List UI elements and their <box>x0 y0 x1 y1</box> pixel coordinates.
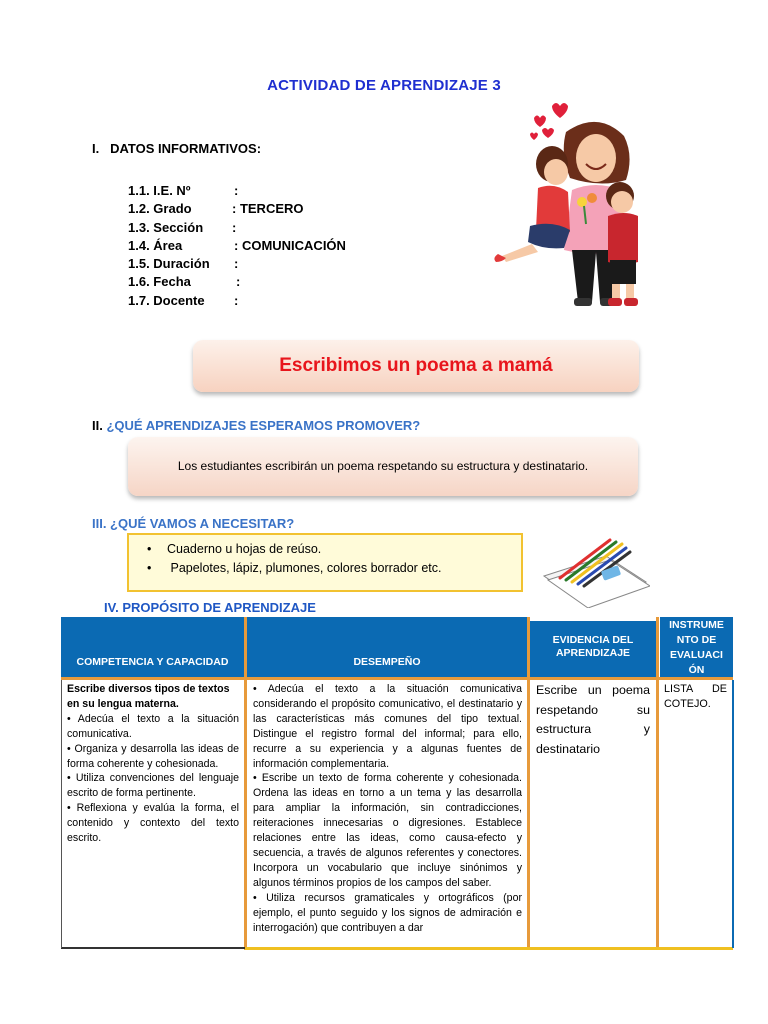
info-label: 1.7. Docente <box>128 292 205 308</box>
info-label: 1.3. Sección <box>128 219 204 235</box>
header-instrumento-line: ÓN <box>688 664 705 676</box>
header-desempeno: DESEMPEÑO <box>247 617 527 678</box>
table-column-divider <box>527 617 530 950</box>
section-datos-informativos <box>92 141 261 156</box>
info-value: : <box>234 256 239 272</box>
info-value: : <box>236 274 241 290</box>
header-instrumento-line: INSTRUME <box>669 619 724 631</box>
section-number: II. <box>92 418 103 433</box>
info-value: : <box>232 219 237 235</box>
table-column-divider <box>656 617 659 950</box>
session-title-banner: Escribimos un poema a mamá <box>193 340 639 392</box>
learning-purpose-box: Los estudiantes escribirán un poema respetando su estructura y destinatario. <box>128 437 638 496</box>
table-bottom-border <box>245 947 733 950</box>
info-value: : <box>234 292 239 308</box>
header-instrumento-line: NTO DE <box>676 634 717 646</box>
material-text: Papelotes, lápiz, plumones, colores borrador etc. <box>170 561 442 575</box>
table-bottom-border <box>61 947 245 949</box>
section-number: I. <box>92 141 100 156</box>
section-aprendizajes <box>92 418 420 433</box>
section-title: ¿QUÉ APRENDIZAJES ESPERAMOS PROMOVER? <box>106 418 421 433</box>
list-item <box>147 561 441 575</box>
desempeno-item: • Escribe un texto de forma coherente y cohesionada. Ordena las ideas en torno a un tema y las desarrolla para ampliar la información, sin contradicciones, reiteraciones innecesarias o digresiones. Establece relaciones entre las ideas, como causa-efecto y secuencia, a través de algunos referentes y conectores. Incorpora un vocabulario que incluye sinónimos y algunos términos propios de los campos del saber. <box>253 772 522 889</box>
competencia-title: Escribe diversos tipos de textos en su lengua materna. <box>67 683 230 710</box>
desempeno-item: • Adecúa el texto a la situación comunicativa considerando el propósito comunicativo, el destinatario y las características más comunes del tipo textual. Distingue el registro formal del informal; para ello, recurre a su experiencia y a algunas fuentes de información complementaria. <box>253 683 522 770</box>
info-label: 1.5. Duración <box>128 256 210 272</box>
cell-evidencia: Escribe un poema respetando su estructura y destinatario <box>536 683 650 756</box>
cell-desempeno <box>253 682 522 946</box>
bullet-icon: • <box>147 561 152 575</box>
header-evidencia-line: APRENDIZAJE <box>555 647 631 659</box>
info-label: 1.2. Grado <box>128 201 192 217</box>
cell-competencia <box>67 682 239 846</box>
table-header-divider <box>61 677 733 680</box>
mother-children-illustration <box>480 98 710 320</box>
info-label: 1.6. Fecha <box>128 274 191 290</box>
desempeno-item: • Utiliza recursos gramaticales y ortográficos (por ejemplo, el punto seguido y los signos de admiración e interrogación) que contribuyen a dar <box>253 891 522 934</box>
header-instrumento-line: EVALUACI <box>670 649 723 661</box>
header-instrumento <box>660 617 733 678</box>
info-label: 1.4. Área <box>128 237 183 253</box>
competencia-item: • Organiza y desarrolla las ideas de forma coherente y cohesionada. <box>67 742 239 770</box>
materials-box <box>127 533 523 592</box>
bullet-icon: • <box>147 542 152 556</box>
info-value: : TERCERO <box>232 201 304 217</box>
section-necesitar: III. ¿QUÉ VAMOS A NECESITAR? <box>92 516 295 531</box>
header-evidencia <box>530 621 656 678</box>
pencils-paper-illustration <box>540 532 650 608</box>
competencia-item: • Reflexiona y evalúa la forma, el contenido y contexto del texto escrito. <box>67 802 239 845</box>
table-right-border <box>732 680 734 948</box>
table-left-border <box>61 680 62 948</box>
info-value: : <box>234 183 239 198</box>
material-text: Cuaderno u hojas de reúso. <box>167 542 322 556</box>
info-value: : COMUNICACIÓN <box>234 237 346 253</box>
info-label: 1.1. I.E. Nº <box>128 183 191 198</box>
header-competencia: COMPETENCIA Y CAPACIDAD <box>61 617 244 678</box>
document-title: ACTIVIDAD DE APRENDIZAJE 3 <box>267 77 501 94</box>
section-proposito: IV. PROPÓSITO DE APRENDIZAJE <box>104 600 316 615</box>
competencia-item: • Adecúa el texto a la situación comunicativa. <box>67 712 239 740</box>
table-column-divider <box>244 617 247 950</box>
header-evidencia-line: EVIDENCIA DEL <box>552 634 634 646</box>
section-title: DATOS INFORMATIVOS: <box>110 141 262 156</box>
list-item <box>147 542 321 556</box>
cell-instrumento: LISTA DE COTEJO. <box>664 683 727 710</box>
hearts-icon <box>530 103 568 140</box>
competencia-item: • Utiliza convenciones del lenguaje escrito de forma pertinente. <box>67 772 239 800</box>
